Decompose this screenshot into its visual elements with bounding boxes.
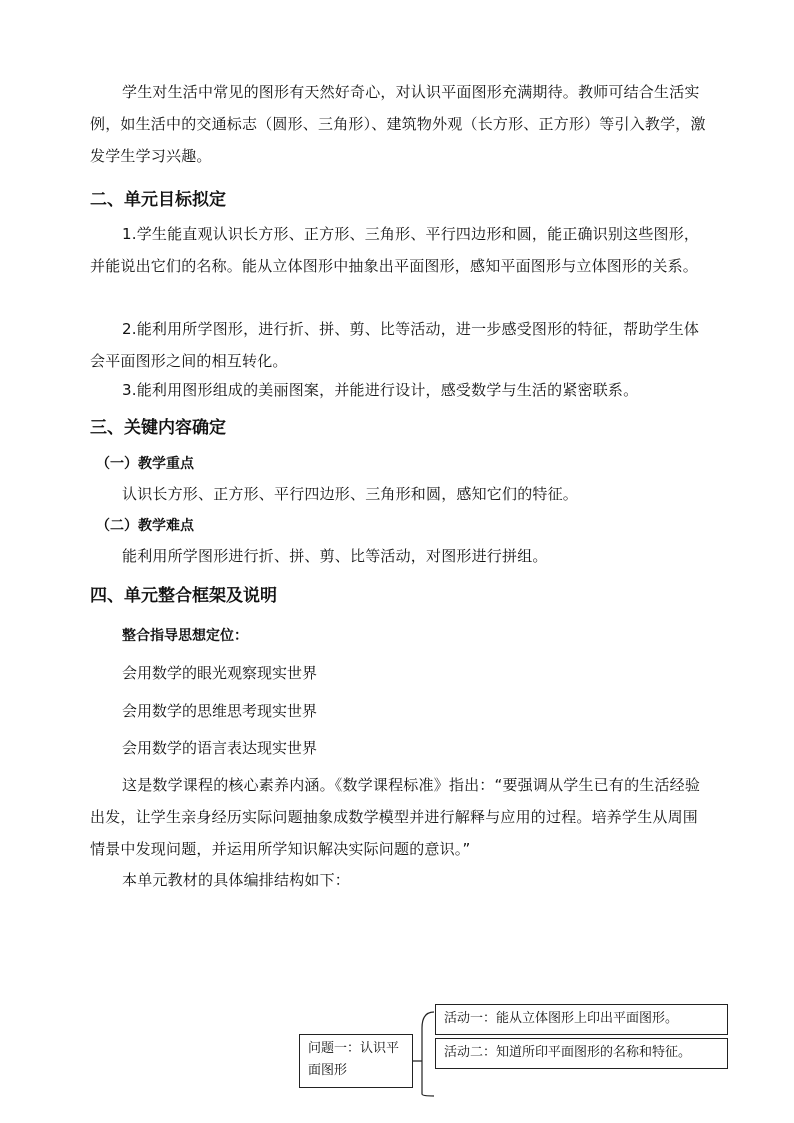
activity-2-box xyxy=(435,1038,728,1069)
goal-2: 2.能利用所学图形，进行折、拼、剪、比等活动，进一步感受图形的特征，帮助学生体会平面图形之间的相互转化。 xyxy=(90,320,700,370)
goal-3: 3.能利用图形组成的美丽图案，并能进行设计，感受数学与生活的紧密联系。 xyxy=(122,381,639,399)
key-point-text: 认识长方形、正方形、平行四边形、三角形和圆，感知它们的特征。 xyxy=(122,485,579,503)
activity-1-box xyxy=(435,1004,728,1035)
difficult-point-title: （二）教学难点 xyxy=(96,518,194,534)
activity-2-text: 活动二：知道所印平面图形的名称和特征。 xyxy=(444,1045,692,1060)
section4-title: 四、单元整合框架及说明 xyxy=(90,586,277,606)
intro-paragraph: 学生对生活中常见的图形有天然好奇心，对认识平面图形充满期待。教师可结合生活实例，如生活中的交通标志（圆形、三角形）、建筑物外观（长方形、正方形）等引入教学，激发学生学习兴趣。 xyxy=(90,83,706,165)
structure-intro: 本单元教材的具体编排结构如下： xyxy=(122,871,351,889)
guide-title: 整合指导思想定位： xyxy=(122,628,248,644)
guide-line-1: 会用数学的眼光观察现实世界 xyxy=(122,664,318,682)
problem-box-text: 问题一：认识平面图形 xyxy=(308,1041,400,1078)
guide-line-2: 会用数学的思维思考现实世界 xyxy=(122,702,318,720)
goal-1: 1.学生能直观认识长方形、正方形、三角形、平行四边形和圆，能正确识别这些图形，并能说出它们的名称。能从立体图形中抽象出平面图形，感知平面图形与立体图形的关系。 xyxy=(90,225,700,275)
activity-1-text: 活动一：能从立体图形上印出平面图形。 xyxy=(444,1011,679,1026)
key-point-title: （一）教学重点 xyxy=(96,456,194,472)
section2-title: 二、单元目标拟定 xyxy=(90,190,226,210)
difficult-point-text: 能利用所学图形进行折、拼、剪、比等活动，对图形进行拼组。 xyxy=(122,547,548,565)
core-literacy-paragraph: 这是数学课程的核心素养内涵。《数学课程标准》指出：“要强调从学生已有的生活经验出发，让学生亲身经历实际问题抽象成数学模型并进行解释与应用的过程。培养学生从周围情景中发现问题，并运用所学知识解决实际问题的意识。” xyxy=(90,776,701,858)
section3-title: 三、关键内容确定 xyxy=(90,418,226,438)
guide-line-3: 会用数学的语言表达现实世界 xyxy=(122,739,318,757)
